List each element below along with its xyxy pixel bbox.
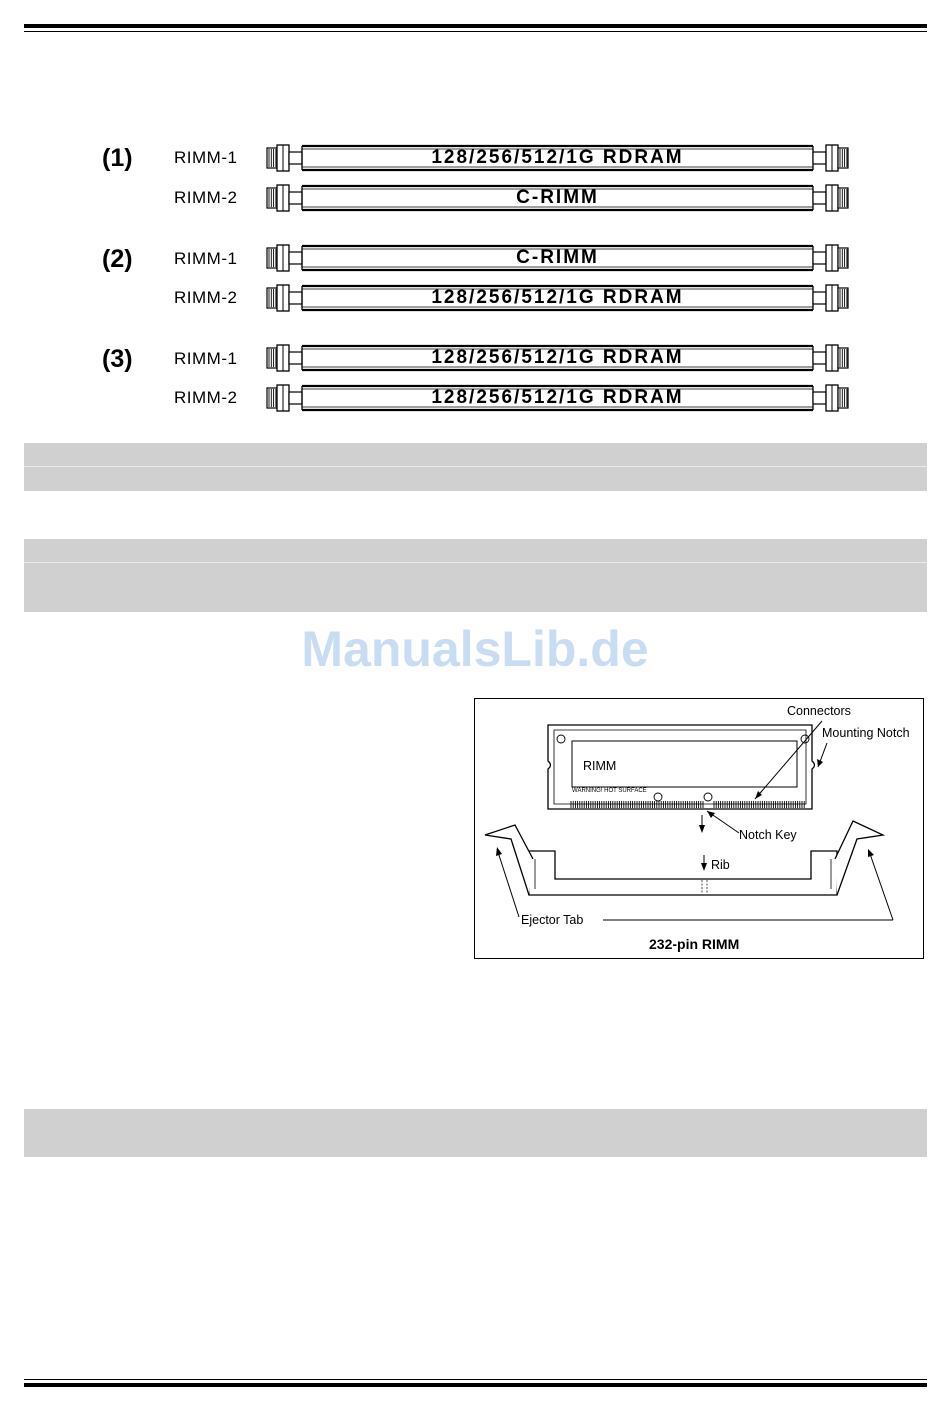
watermark: ManualsLib.de: [301, 621, 649, 677]
ejector-tab-right: [835, 821, 883, 895]
slot-latch-left: [267, 245, 302, 271]
slot-latch-left: [267, 345, 302, 371]
top-rule-thick: [24, 24, 927, 28]
config-number: (1): [102, 144, 133, 172]
rimm-slot: [266, 244, 849, 272]
slot-latch-right: [813, 145, 848, 171]
redacted-band: [24, 443, 927, 491]
rib-label: Rib: [711, 858, 730, 872]
module-label: 128/256/512/1G RDRAM: [431, 287, 684, 308]
config-number: (3): [102, 345, 133, 373]
ejector-tab-label: Ejector Tab: [521, 913, 584, 927]
slot-label: RIMM-2: [174, 188, 238, 207]
redacted-band: [24, 539, 927, 612]
rimm-slot: [266, 144, 849, 172]
slot-latch-left: [267, 285, 302, 311]
rimm-slot: [266, 284, 849, 312]
rimm-slot: [266, 384, 849, 412]
top-rule-thin: [24, 31, 927, 32]
slot-label: RIMM-2: [174, 288, 238, 307]
module-label: 128/256/512/1G RDRAM: [431, 387, 684, 408]
notch-key-label: Notch Key: [739, 828, 797, 842]
warning-text: WARNING! HOT SURFACE: [572, 788, 647, 794]
edge-connector-pins: [571, 801, 804, 808]
module-label: C-RIMM: [516, 187, 599, 208]
band-separator: [24, 562, 927, 563]
slot-label: RIMM-1: [174, 148, 238, 167]
slot-latch-left: [267, 145, 302, 171]
module-label: 128/256/512/1G RDRAM: [431, 347, 684, 368]
module-label: 128/256/512/1G RDRAM: [431, 147, 684, 168]
connectors-label: Connectors: [787, 704, 851, 718]
module-text: RIMM: [583, 759, 617, 773]
config-number: (2): [102, 245, 133, 273]
bottom-rule-thin: [24, 1379, 927, 1380]
slot-latch-right: [813, 345, 848, 371]
bottom-rule-thick: [24, 1383, 927, 1387]
redacted-band: [24, 1109, 927, 1157]
rimm-installation-figure: [474, 698, 924, 959]
band-separator: [24, 466, 927, 467]
slot-label: RIMM-1: [174, 349, 238, 368]
slot-label: RIMM-1: [174, 249, 238, 268]
slot-latch-right: [813, 185, 848, 211]
slot-latch-right: [813, 385, 848, 411]
module-label: C-RIMM: [516, 247, 599, 268]
slot-latch-left: [267, 185, 302, 211]
mounting-notch-label: Mounting Notch: [822, 726, 910, 740]
figure-caption: 232-pin RIMM: [649, 936, 740, 952]
rimm-slot: [266, 184, 849, 212]
slot-latch-left: [267, 385, 302, 411]
slot-label: RIMM-2: [174, 388, 238, 407]
rimm-socket: [529, 851, 837, 895]
rimm-slot: [266, 344, 849, 372]
slot-latch-right: [813, 285, 848, 311]
slot-latch-right: [813, 245, 848, 271]
